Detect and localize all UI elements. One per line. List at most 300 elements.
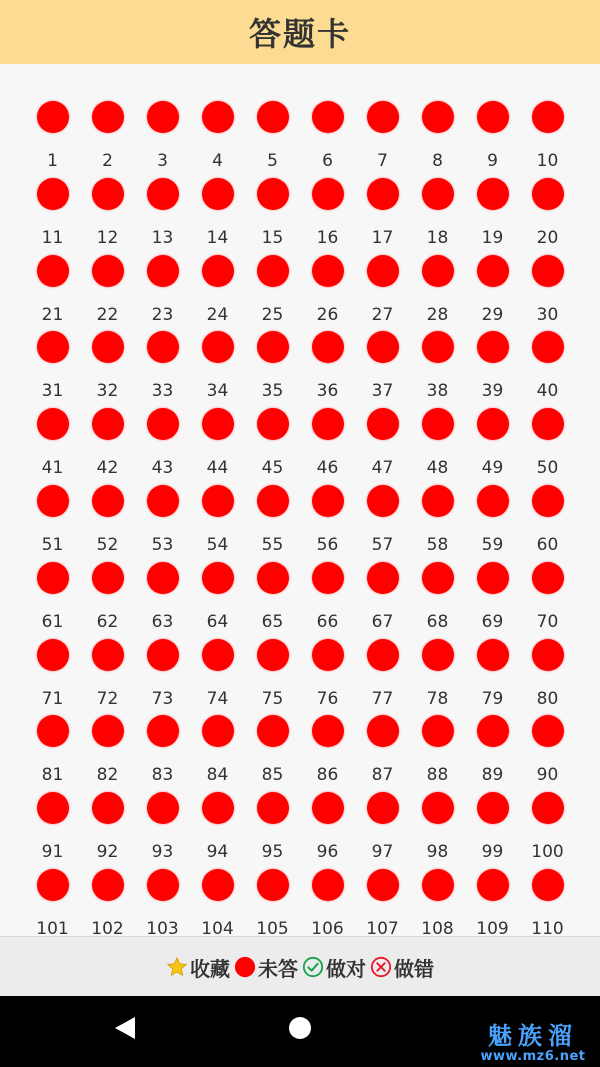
question-item[interactable] (300, 178, 355, 255)
question-item[interactable] (25, 255, 80, 332)
question-item[interactable] (355, 408, 410, 485)
question-item[interactable] (25, 639, 80, 716)
unanswered-dot-icon[interactable] (92, 408, 124, 440)
unanswered-dot-icon[interactable] (532, 562, 564, 594)
question-number: 101 (36, 918, 69, 936)
unanswered-dot-icon[interactable] (202, 562, 234, 594)
unanswered-dot-icon[interactable] (37, 869, 69, 901)
question-item[interactable] (190, 255, 245, 332)
unanswered-dot-icon[interactable] (257, 639, 289, 671)
question-item[interactable] (410, 178, 465, 255)
question-item[interactable] (300, 101, 355, 178)
unanswered-dot-icon[interactable] (312, 715, 344, 747)
unanswered-dot-icon[interactable] (202, 101, 234, 133)
question-item[interactable] (190, 562, 245, 639)
unanswered-dot-icon[interactable] (92, 792, 124, 824)
question-number: 73 (151, 688, 174, 709)
question-item[interactable] (520, 255, 575, 332)
question-item[interactable] (245, 485, 300, 562)
question-number: 18 (426, 227, 449, 248)
question-item[interactable] (190, 869, 245, 936)
unanswered-dot-icon[interactable] (92, 255, 124, 287)
question-item[interactable] (410, 101, 465, 178)
unanswered-dot-icon[interactable] (532, 331, 564, 363)
question-item[interactable] (190, 331, 245, 408)
question-number: 71 (41, 688, 64, 709)
question-item[interactable] (465, 331, 520, 408)
unanswered-dot-icon[interactable] (312, 639, 344, 671)
question-item[interactable] (355, 255, 410, 332)
question-item[interactable] (25, 485, 80, 562)
unanswered-dot-icon[interactable] (257, 562, 289, 594)
question-item[interactable] (135, 485, 190, 562)
question-item[interactable] (520, 408, 575, 485)
question-number: 31 (41, 381, 64, 402)
unanswered-dot-icon[interactable] (532, 792, 564, 824)
unanswered-dot-icon[interactable] (37, 792, 69, 824)
question-number: 93 (151, 842, 174, 863)
back-triangle-icon[interactable] (114, 1016, 136, 1040)
question-number: 62 (96, 611, 119, 632)
unanswered-dot-icon[interactable] (257, 408, 289, 440)
question-item[interactable] (300, 792, 355, 869)
question-item[interactable] (25, 869, 80, 936)
watermark (470, 1022, 596, 1064)
unanswered-dot-icon[interactable] (147, 869, 179, 901)
unanswered-dot-icon[interactable] (147, 562, 179, 594)
question-number: 11 (41, 227, 64, 248)
unanswered-dot-icon[interactable] (367, 178, 399, 210)
unanswered-dot-icon[interactable] (422, 869, 454, 901)
question-item[interactable] (465, 639, 520, 716)
question-item[interactable] (355, 792, 410, 869)
unanswered-dot-icon[interactable] (147, 792, 179, 824)
question-item[interactable] (355, 178, 410, 255)
question-number: 86 (316, 765, 339, 786)
unanswered-dot-icon[interactable] (37, 639, 69, 671)
question-item[interactable] (190, 101, 245, 178)
unanswered-dot-icon[interactable] (422, 485, 454, 517)
unanswered-dot-icon[interactable] (37, 331, 69, 363)
unanswered-dot-icon[interactable] (257, 331, 289, 363)
question-number: 72 (96, 688, 119, 709)
unanswered-dot-icon[interactable] (37, 408, 69, 440)
legend-favorite-label: 收藏 (190, 956, 230, 981)
question-number: 1 (47, 151, 58, 171)
unanswered-dot-icon[interactable] (312, 869, 344, 901)
question-number: 102 (91, 918, 124, 936)
legend-correct-label: 做对 (326, 956, 366, 981)
unanswered-dot-icon[interactable] (532, 715, 564, 747)
question-number: 5 (267, 151, 278, 171)
unanswered-dot-icon[interactable] (477, 408, 509, 440)
question-item[interactable] (355, 869, 410, 936)
question-item[interactable] (245, 715, 300, 792)
question-item[interactable] (245, 869, 300, 936)
unanswered-dot-icon[interactable] (147, 715, 179, 747)
question-number: 26 (316, 304, 339, 325)
unanswered-dot-icon[interactable] (532, 178, 564, 210)
unanswered-dot-icon[interactable] (92, 869, 124, 901)
unanswered-dot-icon[interactable] (532, 255, 564, 287)
question-number: 41 (41, 458, 64, 479)
unanswered-dot-icon[interactable] (422, 715, 454, 747)
unanswered-dot-icon[interactable] (147, 178, 179, 210)
question-number: 43 (151, 458, 174, 479)
question-number: 88 (426, 765, 449, 786)
unanswered-dot-icon[interactable] (202, 639, 234, 671)
question-item[interactable] (355, 715, 410, 792)
question-number: 107 (366, 918, 399, 936)
question-item[interactable] (355, 639, 410, 716)
question-item[interactable] (80, 178, 135, 255)
question-item[interactable] (25, 562, 80, 639)
question-number: 24 (206, 304, 229, 325)
unanswered-dot-icon[interactable] (367, 101, 399, 133)
question-item[interactable] (520, 869, 575, 936)
question-number: 33 (151, 381, 174, 402)
unanswered-dot-icon[interactable] (202, 485, 234, 517)
answer-sheet (0, 64, 600, 936)
question-number: 82 (96, 765, 119, 786)
question-item[interactable] (190, 178, 245, 255)
unanswered-dot-icon[interactable] (312, 562, 344, 594)
unanswered-dot-icon[interactable] (147, 485, 179, 517)
unanswered-dot-icon[interactable] (422, 255, 454, 287)
question-item[interactable] (465, 408, 520, 485)
question-item[interactable] (465, 101, 520, 178)
watermark-title: 魅族溜 (488, 1022, 578, 1050)
question-item[interactable] (465, 715, 520, 792)
question-number: 42 (96, 458, 119, 479)
question-item[interactable] (300, 869, 355, 936)
unanswered-dot-icon[interactable] (92, 101, 124, 133)
legend-wrong-label: 做错 (394, 956, 434, 981)
unanswered-dot-icon[interactable] (257, 869, 289, 901)
legend-bar (0, 936, 600, 997)
unanswered-dot-icon[interactable] (477, 715, 509, 747)
question-number: 10 (536, 151, 559, 171)
question-item[interactable] (190, 792, 245, 869)
unanswered-dot-icon[interactable] (37, 255, 69, 287)
unanswered-dot-icon[interactable] (312, 792, 344, 824)
question-item[interactable] (135, 562, 190, 639)
question-number: 109 (476, 918, 509, 936)
question-item[interactable] (410, 792, 465, 869)
question-item[interactable] (135, 715, 190, 792)
header (0, 0, 600, 64)
question-item[interactable] (245, 792, 300, 869)
question-item[interactable] (245, 331, 300, 408)
unanswered-dot-icon[interactable] (367, 869, 399, 901)
question-number: 20 (536, 227, 559, 248)
question-item[interactable] (410, 255, 465, 332)
unanswered-dot-icon[interactable] (257, 715, 289, 747)
unanswered-dot-icon[interactable] (312, 101, 344, 133)
question-item[interactable] (410, 715, 465, 792)
unanswered-dot-icon[interactable] (367, 485, 399, 517)
question-number: 45 (261, 458, 284, 479)
question-number: 91 (41, 842, 64, 863)
unanswered-dot-icon[interactable] (422, 562, 454, 594)
unanswered-dot-icon[interactable] (202, 869, 234, 901)
question-item[interactable] (410, 331, 465, 408)
unanswered-dot-icon[interactable] (422, 792, 454, 824)
unanswered-dot-icon[interactable] (532, 639, 564, 671)
unanswered-dot-icon[interactable] (257, 485, 289, 517)
unanswered-dot-icon[interactable] (477, 792, 509, 824)
question-number: 21 (41, 304, 64, 325)
unanswered-dot-icon[interactable] (37, 178, 69, 210)
unanswered-dot-icon[interactable] (477, 178, 509, 210)
unanswered-dot-icon[interactable] (312, 331, 344, 363)
legend-unanswered-label: 未答 (258, 956, 298, 981)
question-number: 4 (212, 151, 223, 171)
question-item[interactable] (355, 101, 410, 178)
question-item[interactable] (465, 255, 520, 332)
question-number: 66 (316, 611, 339, 632)
question-item[interactable] (465, 562, 520, 639)
question-item[interactable] (355, 562, 410, 639)
question-number: 19 (481, 227, 504, 248)
unanswered-dot-icon[interactable] (367, 255, 399, 287)
question-item[interactable] (25, 408, 80, 485)
unanswered-dot-icon[interactable] (147, 331, 179, 363)
unanswered-dot-icon[interactable] (202, 408, 234, 440)
question-number: 67 (371, 611, 394, 632)
question-number: 56 (316, 534, 339, 555)
unanswered-dot-icon[interactable] (147, 101, 179, 133)
unanswered-dot-icon[interactable] (37, 715, 69, 747)
unanswered-dot-icon[interactable] (257, 792, 289, 824)
unanswered-dot-icon[interactable] (367, 715, 399, 747)
unanswered-dot-icon[interactable] (422, 178, 454, 210)
question-item[interactable] (80, 715, 135, 792)
unanswered-dot-icon[interactable] (477, 331, 509, 363)
question-item[interactable] (520, 562, 575, 639)
question-item[interactable] (80, 101, 135, 178)
question-item[interactable] (80, 869, 135, 936)
unanswered-dot-icon[interactable] (37, 101, 69, 133)
unanswered-dot-icon[interactable] (477, 639, 509, 671)
question-number: 7 (377, 151, 388, 171)
question-item[interactable] (135, 869, 190, 936)
question-item[interactable] (520, 715, 575, 792)
unanswered-dot-icon[interactable] (257, 101, 289, 133)
question-item[interactable] (135, 639, 190, 716)
question-item[interactable] (25, 715, 80, 792)
unanswered-dot-icon[interactable] (477, 101, 509, 133)
question-number: 13 (151, 227, 174, 248)
unanswered-dot-icon[interactable] (92, 485, 124, 517)
question-item[interactable] (190, 485, 245, 562)
question-item[interactable] (190, 715, 245, 792)
home-circle-icon[interactable] (289, 1017, 311, 1039)
question-number: 76 (316, 688, 339, 709)
unanswered-dot-icon[interactable] (37, 485, 69, 517)
question-item[interactable] (410, 562, 465, 639)
question-item[interactable] (245, 178, 300, 255)
question-item[interactable] (300, 639, 355, 716)
question-item[interactable] (465, 485, 520, 562)
question-item[interactable] (190, 639, 245, 716)
question-item[interactable] (520, 101, 575, 178)
question-number: 90 (536, 765, 559, 786)
question-item[interactable] (355, 485, 410, 562)
unanswered-dot-icon[interactable] (257, 255, 289, 287)
unanswered-dot-icon[interactable] (532, 485, 564, 517)
question-item[interactable] (300, 408, 355, 485)
question-item[interactable] (80, 562, 135, 639)
question-item[interactable] (80, 639, 135, 716)
unanswered-dot-icon[interactable] (367, 562, 399, 594)
unanswered-dot-icon[interactable] (477, 562, 509, 594)
question-item[interactable] (25, 178, 80, 255)
question-item[interactable] (80, 331, 135, 408)
question-item[interactable] (300, 255, 355, 332)
question-item[interactable] (245, 639, 300, 716)
question-number: 57 (371, 534, 394, 555)
unanswered-dot-icon[interactable] (92, 562, 124, 594)
unanswered-dot-icon[interactable] (367, 331, 399, 363)
question-item[interactable] (245, 255, 300, 332)
unanswered-dot-icon[interactable] (92, 331, 124, 363)
question-number: 92 (96, 842, 119, 863)
question-item[interactable] (465, 869, 520, 936)
question-number: 59 (481, 534, 504, 555)
unanswered-dot-icon[interactable] (37, 562, 69, 594)
unanswered-dot-icon[interactable] (202, 792, 234, 824)
unanswered-dot-icon[interactable] (532, 408, 564, 440)
unanswered-dot-icon[interactable] (92, 639, 124, 671)
question-item[interactable] (135, 331, 190, 408)
question-number: 34 (206, 381, 229, 402)
question-number: 61 (41, 611, 64, 632)
question-item[interactable] (245, 408, 300, 485)
question-number: 53 (151, 534, 174, 555)
legend-correct (302, 953, 366, 982)
legend-favorite (166, 953, 230, 982)
question-item[interactable] (80, 255, 135, 332)
question-item[interactable] (135, 101, 190, 178)
question-item[interactable] (520, 639, 575, 716)
question-item[interactable] (25, 331, 80, 408)
question-number: 3 (157, 151, 168, 171)
question-number: 25 (261, 304, 284, 325)
question-item[interactable] (25, 101, 80, 178)
question-item[interactable] (410, 485, 465, 562)
question-item[interactable] (520, 485, 575, 562)
unanswered-dot-icon[interactable] (147, 639, 179, 671)
unanswered-dot-icon[interactable] (312, 485, 344, 517)
question-item[interactable] (410, 639, 465, 716)
question-number: 49 (481, 458, 504, 479)
unanswered-dot-icon[interactable] (312, 178, 344, 210)
unanswered-dot-icon[interactable] (477, 255, 509, 287)
question-number: 9 (487, 151, 498, 171)
question-item[interactable] (300, 485, 355, 562)
unanswered-dot-icon[interactable] (147, 255, 179, 287)
question-number: 83 (151, 765, 174, 786)
question-number: 17 (371, 227, 394, 248)
question-item[interactable] (135, 178, 190, 255)
unanswered-dot-icon[interactable] (477, 869, 509, 901)
question-item[interactable] (520, 331, 575, 408)
question-item[interactable] (245, 562, 300, 639)
question-item[interactable] (245, 101, 300, 178)
question-item[interactable] (80, 408, 135, 485)
question-item[interactable] (25, 792, 80, 869)
question-number: 98 (426, 842, 449, 863)
unanswered-dot-icon[interactable] (312, 255, 344, 287)
unanswered-dot-icon[interactable] (202, 331, 234, 363)
question-number: 6 (322, 151, 333, 171)
question-item[interactable] (300, 715, 355, 792)
question-number: 27 (371, 304, 394, 325)
question-number: 80 (536, 688, 559, 709)
question-item[interactable] (410, 869, 465, 936)
question-item[interactable] (300, 331, 355, 408)
unanswered-dot-icon[interactable] (422, 331, 454, 363)
question-number: 110 (531, 918, 564, 936)
question-item[interactable] (410, 408, 465, 485)
question-number: 54 (206, 534, 229, 555)
legend-unanswered (234, 953, 298, 982)
question-item[interactable] (135, 792, 190, 869)
question-item[interactable] (80, 485, 135, 562)
question-number: 68 (426, 611, 449, 632)
unanswered-dot-icon[interactable] (477, 485, 509, 517)
question-number: 35 (261, 381, 284, 402)
question-item[interactable] (465, 178, 520, 255)
unanswered-dot-icon[interactable] (367, 792, 399, 824)
unanswered-dot-icon[interactable] (367, 408, 399, 440)
question-number: 36 (316, 381, 339, 402)
unanswered-dot-icon[interactable] (532, 869, 564, 901)
check-circle-icon (302, 956, 324, 978)
question-number: 70 (536, 611, 559, 632)
question-item[interactable] (135, 408, 190, 485)
question-item[interactable] (355, 331, 410, 408)
unanswered-dot-icon[interactable] (202, 715, 234, 747)
question-item[interactable] (135, 255, 190, 332)
question-item[interactable] (190, 408, 245, 485)
question-number: 97 (371, 842, 394, 863)
unanswered-dot-icon[interactable] (92, 715, 124, 747)
unanswered-dot-icon[interactable] (532, 101, 564, 133)
unanswered-dot-icon[interactable] (92, 178, 124, 210)
question-item[interactable] (520, 178, 575, 255)
unanswered-dot-icon[interactable] (202, 255, 234, 287)
unanswered-dot-icon[interactable] (202, 178, 234, 210)
unanswered-dot-icon[interactable] (367, 639, 399, 671)
unanswered-dot-icon[interactable] (257, 178, 289, 210)
question-number: 79 (481, 688, 504, 709)
question-item[interactable] (80, 792, 135, 869)
question-number: 8 (432, 151, 443, 171)
unanswered-dot-icon[interactable] (422, 639, 454, 671)
unanswered-dot-icon[interactable] (422, 408, 454, 440)
unanswered-dot-icon[interactable] (312, 408, 344, 440)
question-item[interactable] (300, 562, 355, 639)
unanswered-dot-icon[interactable] (147, 408, 179, 440)
question-number: 46 (316, 458, 339, 479)
unanswered-dot-icon[interactable] (422, 101, 454, 133)
question-item[interactable] (520, 792, 575, 869)
question-item[interactable] (465, 792, 520, 869)
question-number: 39 (481, 381, 504, 402)
question-number: 81 (41, 765, 64, 786)
